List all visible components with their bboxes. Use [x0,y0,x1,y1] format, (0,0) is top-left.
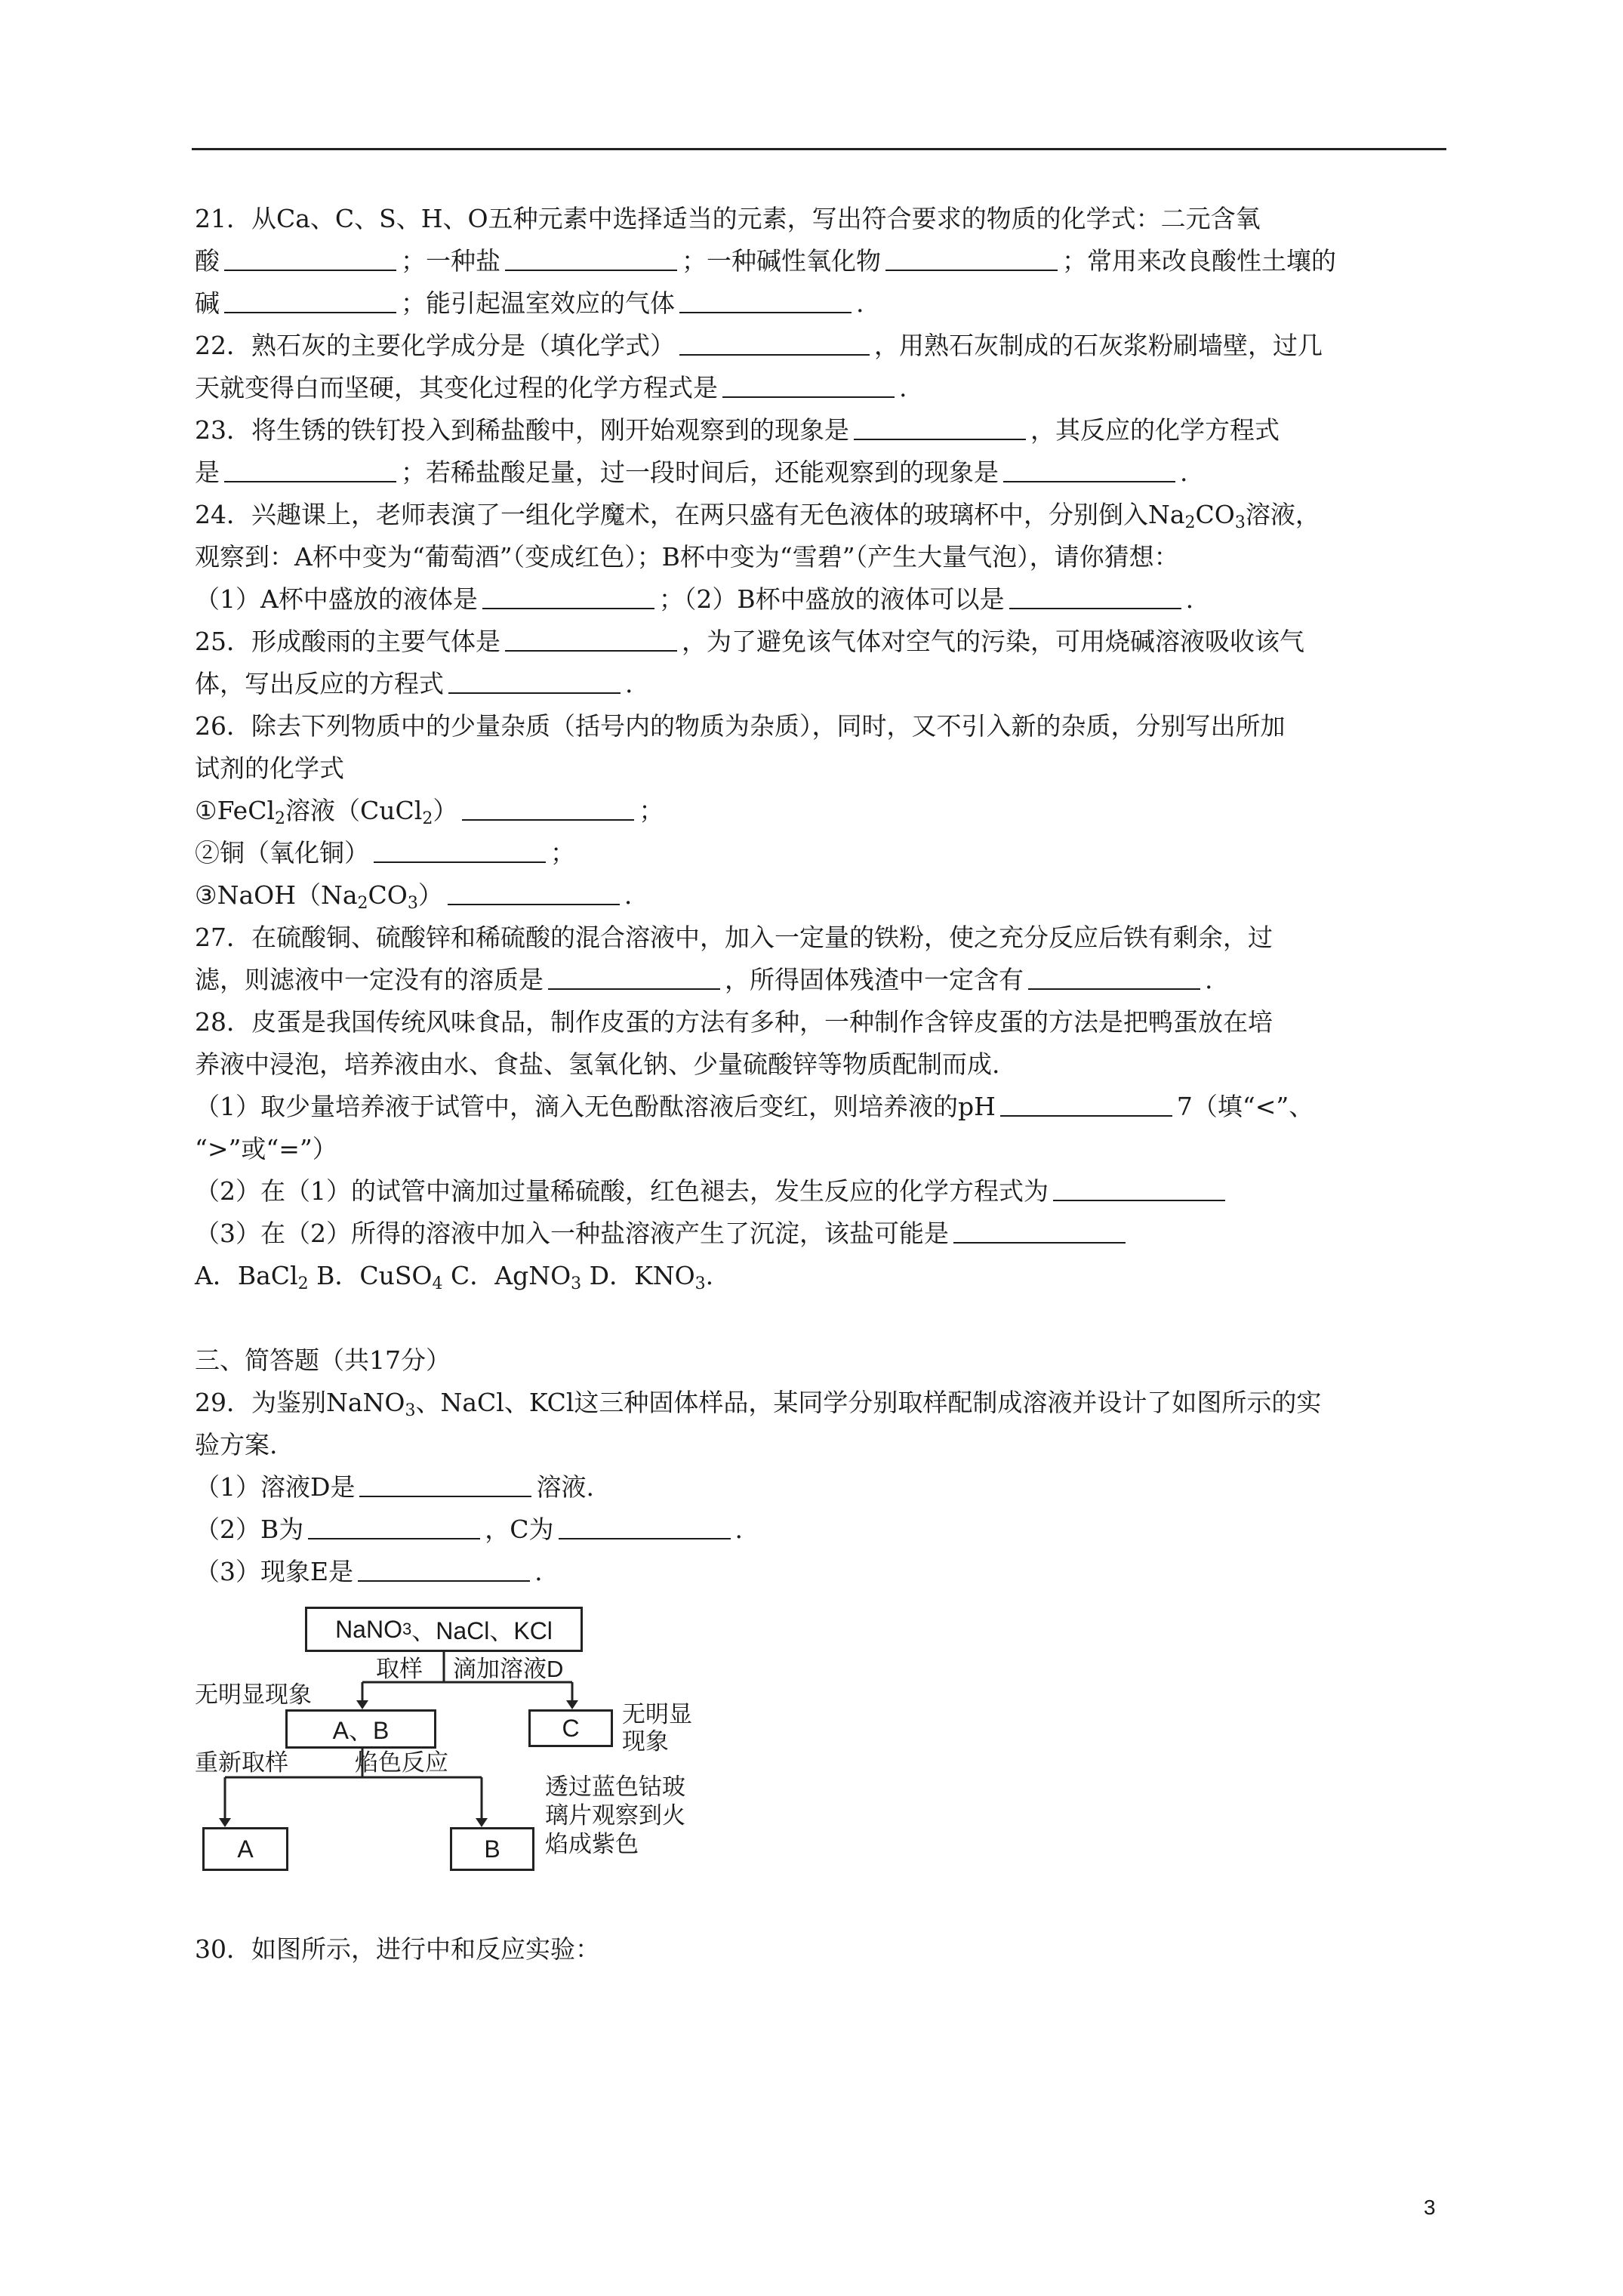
q30-line-1: 30．如图所示，进行中和反应实验： [195,1934,600,1964]
answer-blank[interactable] [482,581,654,609]
page-content [195,198,1448,1971]
answer-blank[interactable] [308,1511,480,1539]
q23-line-2: 是 ；若稀盐酸足量，过一段时间后，还能观察到的现象是 . [195,451,1448,494]
cobalt-glass-label-1: 透过蓝色钴玻 [545,1774,685,1800]
flame-test-label: 焰色反应 [355,1749,448,1776]
answer-blank[interactable] [359,1469,531,1497]
answer-blank[interactable] [854,411,1026,440]
q24-line-3: （1）A杯中盛放的液体是 ；（2）B杯中盛放的液体可以是 . [195,578,1448,621]
q26-item-3: $③NaOH(Na_2CO_3)$ . [195,874,1448,917]
header-rule [192,148,1446,150]
answer-blank[interactable] [448,877,620,905]
q26-item-1: ①FeCl$_2$溶液（CuCl$_2$） ； [195,790,1448,832]
q21-line-3: 碱 ；能引起温室效应的气体 . [195,282,1448,325]
q29-line-1: 29．为鉴别NaNO$_3$、NaCl、KCl这三种固体样品，某同学分别取样配制成溶液并设计了如图所示的实 [195,1388,1322,1420]
answer-blank[interactable] [885,242,1058,271]
q24-line-2: 观察到：A杯中变为“葡萄酒”（变成红色）；B杯中变为“雪碧”（产生大量气泡），请你猜想： [195,542,1179,572]
answer-blank[interactable] [722,369,895,398]
q29-line-4: （2）B为 ，C为 . [195,1509,1448,1551]
q28-line-1: 28．皮蛋是我国传统风味食品，制作皮蛋的方法有多种，一种制作含锌皮蛋的方法是把鸭蛋放在培 [195,1007,1273,1037]
identification-flow-diagram [195,1607,768,1924]
cobalt-glass-label-3: 焰成紫色 [545,1831,639,1857]
answer-blank[interactable] [448,665,621,694]
answer-blank[interactable] [224,242,396,271]
answer-blank[interactable] [358,1553,530,1582]
q27-line-2: 滤，则滤液中一定没有的溶质是 ，所得固体残渣中一定含有 . [195,959,1448,1001]
b-box: B [450,1827,534,1871]
cobalt-glass-label-2: 璃片观察到火 [545,1802,685,1829]
q26-line-1: 26．除去下列物质中的少量杂质（括号内的物质为杂质），同时，又不引入新的杂质，分别写出所加 [195,711,1286,741]
answer-blank[interactable] [1053,1173,1225,1201]
answer-blank[interactable] [505,242,677,271]
q21-line-2: 酸 ；一种盐 ；一种碱性氧化物 ；常用来改良酸性土壤的 [195,240,1448,282]
section-3-title: 三、简答题（共17分） [195,1345,451,1375]
a-box: A [202,1827,288,1871]
q22-line-2: 天就变得白而坚硬，其变化过程的化学方程式是 . [195,367,1448,409]
no-change-right-label-2: 现象 [622,1728,669,1755]
q29-line-5: （3）现象E是 . [195,1551,1448,1593]
answer-blank[interactable] [559,1511,731,1539]
answer-blank[interactable] [224,454,396,482]
samples-box: NaNO 3 、NaCl、KCl [305,1607,583,1652]
add-solution-d-label: 滴加溶液D [453,1656,564,1682]
q24-line-1: 24．兴趣课上，老师表演了一组化学魔术，在两只盛有无色液体的玻璃杯中，分别倒入$Na_2CO_3$溶液， [195,500,1320,532]
c-box: C [528,1709,613,1747]
answer-blank[interactable] [505,623,677,652]
q27-line-1: 27．在硫酸铜、硫酸锌和稀硫酸的混合溶液中，加入一定量的铁粉，使之充分反应后铁有剩余，过 [195,923,1273,952]
q25-line-2: 体，写出反应的方程式 . [195,663,1448,705]
answer-blank[interactable] [1028,961,1200,990]
answer-blank[interactable] [679,285,852,313]
q28-line-3: （1）取少量培养液于试管中，滴入无色酚酞溶液后变红，则培养液的pH 7（填“<”、 [195,1086,1448,1128]
q28-line-6: （3）在（2）所得的溶液中加入一种盐溶液产生了沉淀，该盐可能是 [195,1213,1448,1255]
resample-label: 重新取样 [195,1749,288,1776]
q28-line-2: 养液中浸泡，培养液由水、食盐、氢氧化钠、少量硫酸锌等物质配制而成. [195,1049,1000,1079]
answer-blank[interactable] [462,792,634,821]
q28-line-5: （2）在（1）的试管中滴加过量稀硫酸，红色褪去，发生反应的化学方程式为 [195,1170,1448,1213]
q22-line-1: 22．熟石灰的主要化学成分是（填化学式） ，用熟石灰制成的石灰浆粉刷墙壁，过几 [195,325,1448,367]
sample-label: 取样 [376,1656,423,1682]
answer-blank[interactable] [224,285,396,313]
q28-options: A．BaCl$_2$ B．CuSO$_4$ C．AgNO$_3$ D．$KNO_3$. [195,1261,714,1293]
answer-blank[interactable] [1000,1088,1172,1117]
q25-line-1: 25．形成酸雨的主要气体是 ，为了避免该气体对空气的污染，可用烧碱溶液吸收该气 [195,621,1448,663]
q29-line-3: （1）溶液D是 溶液. [195,1466,1448,1509]
no-change-left-label: 无明显现象 [195,1681,312,1708]
page-number: 3 [1424,2196,1436,2219]
answer-blank[interactable] [1003,454,1175,482]
answer-blank[interactable] [953,1215,1126,1244]
q26-item-2: ②铜（氧化铜） ； [195,832,1448,874]
q29-line-2: 验方案. [195,1430,278,1459]
q21-line-1: 21．从Ca、C、S、H、O五种元素中选择适当的元素，写出符合要求的物质的化学式：二元含氧 [195,204,1261,233]
q23-line-1: 23．将生锈的铁钉投入到稀盐酸中，刚开始观察到的现象是 ，其反应的化学方程式 [195,409,1448,451]
ab-box: A、B [285,1709,436,1749]
q26-line-2: 试剂的化学式 [195,754,344,783]
answer-blank[interactable] [548,961,720,990]
answer-blank[interactable] [374,834,546,863]
answer-blank[interactable] [679,327,870,356]
answer-blank[interactable] [1009,581,1181,609]
no-change-right-label-1: 无明显 [622,1701,692,1727]
q28-line-4: “>”或“=”） [195,1134,337,1163]
